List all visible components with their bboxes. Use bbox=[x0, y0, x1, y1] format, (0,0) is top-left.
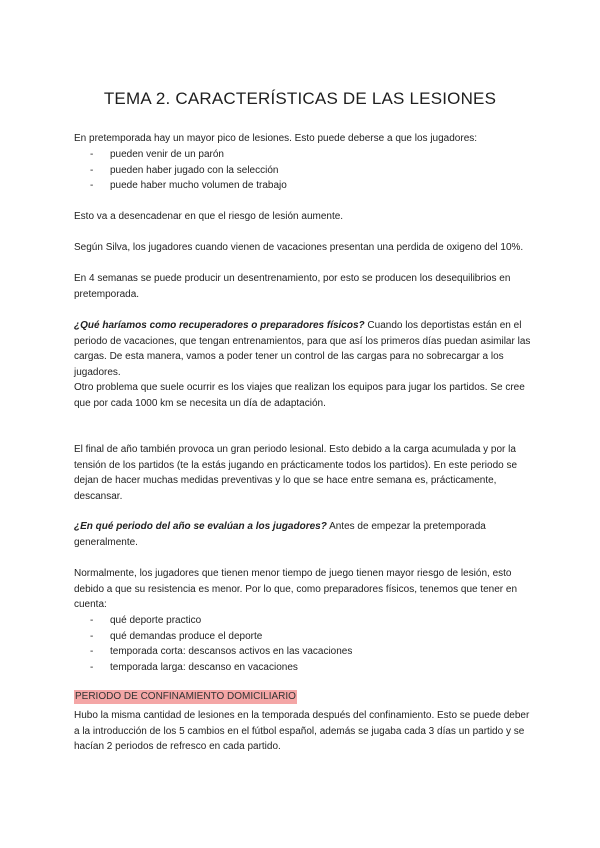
paragraph-question bbox=[74, 519, 534, 550]
list-item bbox=[90, 163, 278, 178]
answer-text: Antes de empezar la pretemporada generalmente. bbox=[74, 521, 486, 548]
list-item-text: pueden haber jugado con la selección bbox=[110, 165, 279, 176]
list-item-text: temporada larga: descanso en vacaciones bbox=[110, 662, 298, 673]
bullet-dash: - bbox=[90, 631, 94, 642]
answer-text: Cuando los deportistas están en el periodo de vacaciones, que tengan entrenamientos, para que así los primeros días puedan asimilar las cargas. De esta manera, vamos a poder tener un control de las cargas para no sobrecargar a los jugadores. bbox=[74, 320, 531, 378]
bullet-dash: - bbox=[90, 165, 94, 176]
paragraph: En 4 semanas se puede producir un desentrenamiento, por esto se producen los desequilibrios en pretemporada. bbox=[74, 273, 511, 300]
section-heading: PERIODO DE CONFINAMIENTO DOMICILIARIO bbox=[75, 691, 296, 702]
bullet-dash: - bbox=[90, 149, 94, 160]
bullet-dash: - bbox=[90, 180, 94, 191]
list-item bbox=[90, 660, 298, 675]
bullet-dash: - bbox=[90, 615, 94, 626]
paragraph-intro: En pretemporada hay un mayor pico de lesiones. Esto puede deberse a que los jugadores: bbox=[74, 133, 478, 144]
bullet-dash: - bbox=[90, 646, 94, 657]
page-title: TEMA 2. CARACTERÍSTICAS DE LAS LESIONES bbox=[103, 89, 497, 108]
question-text: ¿Qué haríamos como recuperadores o preparadores físicos? bbox=[74, 320, 365, 331]
list-item-text: pueden venir de un parón bbox=[110, 149, 224, 160]
list-item bbox=[90, 613, 201, 628]
question-text: ¿En qué periodo del año se evalúan a los jugadores? bbox=[74, 521, 327, 532]
list-item bbox=[90, 644, 352, 659]
list-item bbox=[90, 147, 224, 162]
list-item-text: puede haber mucho volumen de trabajo bbox=[110, 180, 287, 191]
paragraph: Hubo la misma cantidad de lesiones en la temporada después del confinamiento. Esto se puede deber a la introducción de los 5 cambios en el fútbol español, además se jugaba cada 3 días un partido y se hacían 2 periodos de refresco en cada partido. bbox=[74, 710, 530, 752]
list-item-text: temporada corta: descansos activos en las vacaciones bbox=[110, 646, 353, 657]
list-item-text: qué deporte practico bbox=[110, 615, 202, 626]
bullet-dash: - bbox=[90, 662, 94, 673]
list-item bbox=[90, 629, 262, 644]
paragraph-question bbox=[74, 318, 534, 380]
list-item-text: qué demandas produce el deporte bbox=[110, 631, 263, 642]
paragraph: Normalmente, los jugadores que tienen menor tiempo de juego tienen mayor riesgo de lesión, esto debido a que su resistencia es menor. Por lo que, como preparadores físicos, tenemos que tener en cuenta: bbox=[74, 568, 518, 610]
paragraph: Otro problema que suele ocurrir es los viajes que realizan los equipos para jugar los partidos. Se cree que por cada 1000 km se necesita un día de adaptación. bbox=[74, 382, 525, 409]
paragraph: Según Silva, los jugadores cuando vienen de vacaciones presentan una perdida de oxigeno del 10%. bbox=[74, 242, 524, 253]
paragraph: El final de año también provoca un gran periodo lesional. Esto debido a la carga acumulada y por la tensión de los partidos (te la estás jugando en prácticamente todos los partidos). En este periodo se dejan de hacer muchas medidas preventivas y lo que se hace entre semana es, prácticamente, descansar. bbox=[74, 444, 518, 502]
paragraph: Esto va a desencadenar en que el riesgo de lesión aumente. bbox=[74, 211, 344, 222]
list-item bbox=[90, 178, 287, 193]
